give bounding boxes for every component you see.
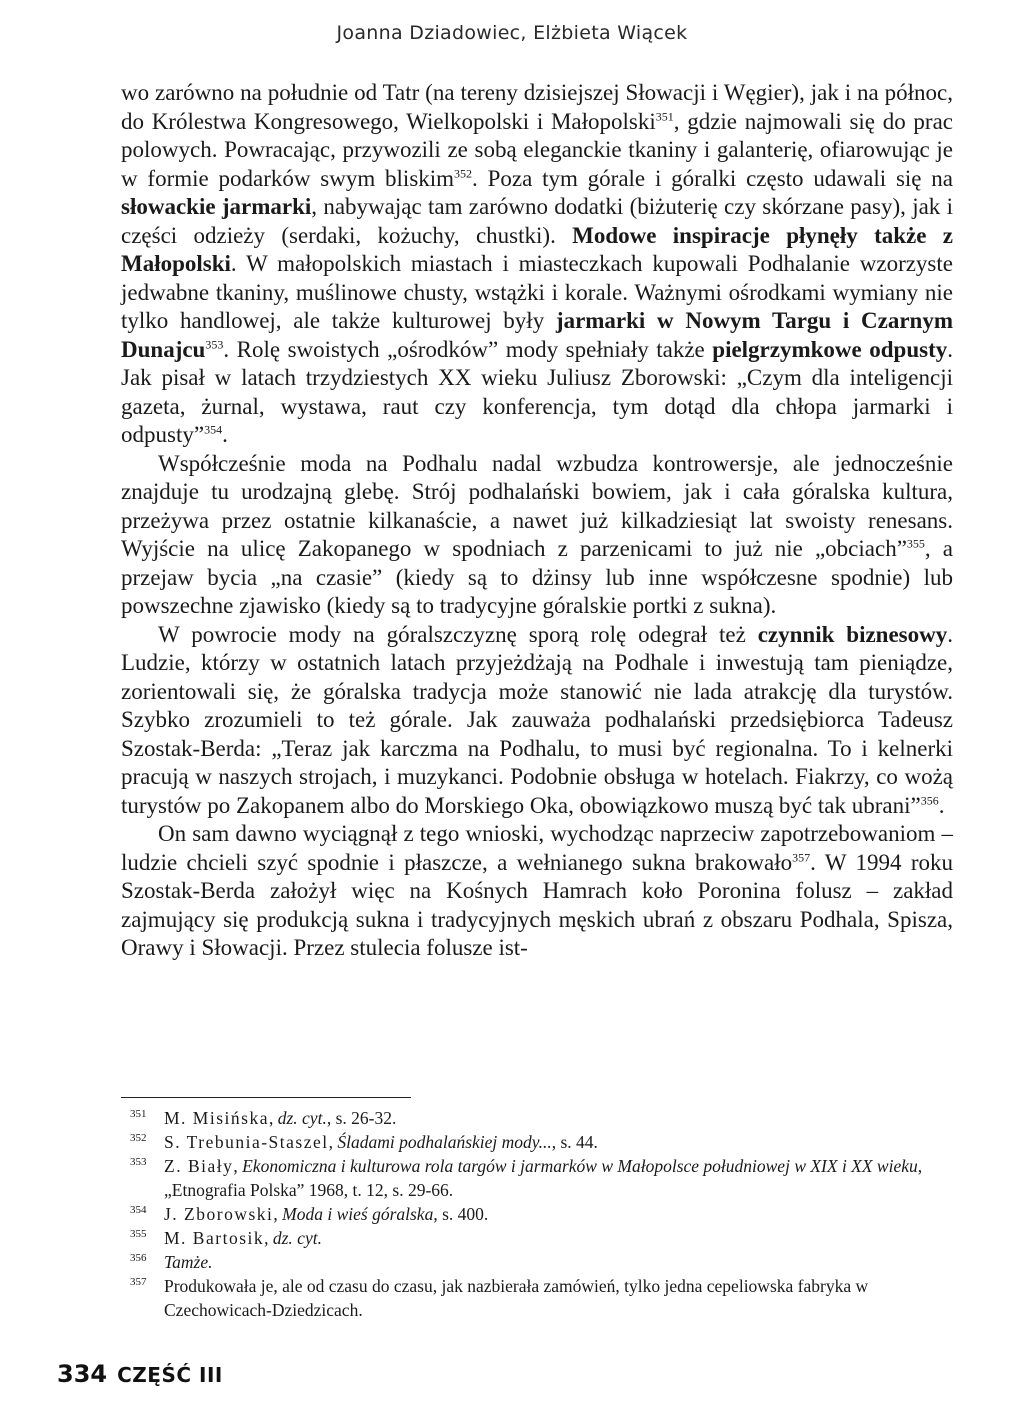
footnote-number: 356 — [130, 1252, 147, 1264]
text-run: . Poza tym górale i góralki często udawali się na — [472, 165, 953, 191]
text-run: . W 1994 roku Szostak-Berda założył więc na Kośnych Hamrach koło Poronina folusz – zakład zajmujący się produkcją sukna i tradycyjnych męskich ubrań z obszaru Podhala, Spisza, Orawy i Słowacji. Przez stulecia folusze ist- — [121, 849, 953, 960]
text-run: wo zarówno na południe od Tatr (na tereny dzisiejszej Słowacji i Węgier), jak i na północ, do Królestwa Kongresowego, Wielkopolski i Małopolski — [121, 80, 953, 134]
footnote-number: 353 — [130, 1156, 147, 1168]
text-run: , gdzie najmowali się do prac polowych. Powracając, przywozili ze sobą eleganckie tkaniny i galanterię, ofiarowując je w formie podarków swym bliskim — [121, 108, 953, 191]
footnote-number: 351 — [130, 1108, 147, 1120]
footnote-title: dz. cyt. — [277, 1108, 327, 1128]
footnote-title: Moda i wieś góralska — [282, 1204, 434, 1224]
paragraph-3 — [121, 621, 953, 821]
footnote-author: M. Bartosik — [164, 1228, 265, 1248]
footnote-rest: , „Etnografia Polska” 1968, t. 12, s. 29-66. — [164, 1156, 923, 1200]
text-run: , nabywając tam zarówno dodatki (biżuterię czy skórzane pasy), jak i części odzieży (serdaki, kożuchy, chustki). — [121, 194, 953, 248]
footnote-author: M. Misińska — [164, 1108, 269, 1128]
footnote-ref: 357 — [792, 849, 811, 864]
text-run: . Ludzie, którzy w ostatnich latach przyjeżdżają na Podhale i inwestują tam pieniądze, zorientowali się, że góralska tradycja może stanowić nie lada atrakcję dla turystów. Szybko zrozumieli to też górale. Jak zauważa podhalański przedsiębiorca Tadeusz Szostak-Berda: „Teraz jak karczma na Podhalu, to musi być regionalna. To i kelnerki pracują w naszych strojach, i muzykanci. Podobnie obsługa w hotelach. Fiakrzy, co wożą turystów po Zakopanem albo do Morskiego Oka, obowiązkowo muszą być tak ubrani” — [121, 621, 953, 818]
text-run: . — [222, 422, 228, 447]
footnote-ref: 351 — [655, 108, 674, 123]
paragraph-1 — [121, 79, 953, 450]
footnote-353: 353 Z. Biały, Ekonomiczna i kulturowa rola targów i jarmarków w Małopolsce południowej w XIX i XX wieku, „Etnografia Polska” 1968, t. 12, s. 29-66. — [130, 1156, 923, 1200]
paragraph-2 — [121, 450, 953, 621]
text-run: . W małopolskich miastach i miasteczkach kupowali Podhalanie wzorzyste jedwabne tkaniny, muślinowe chusty, wstążki i korale. Ważnymi ośrodkami wymiany nie tylko handlowej, ale także kulturowej były — [121, 251, 953, 333]
bold-phrase: jarmarki w Nowym Targu i Czarnym Dunajcu — [121, 308, 953, 362]
footnote-rest: , s. 44. — [551, 1132, 598, 1152]
footnote-351: 351 M. Misińska, dz. cyt., s. 26-32. — [130, 1108, 397, 1128]
footnote-separator — [121, 1097, 411, 1098]
footnote-ref: 356 — [920, 792, 939, 807]
footnotes — [121, 1106, 953, 1322]
footnote-number: 354 — [130, 1204, 147, 1216]
text-run: . Jak pisał w latach trzydziestych XX wieku Juliusz Zborowski: „Czym dla inteligencji gazeta, żurnal, wystawa, raut czy konferencja, tym dotąd dla chłopa jarmarki i odpusty” — [121, 336, 954, 447]
footnote-ref: 355 — [906, 536, 925, 551]
footnote-title: Tamże. — [164, 1252, 213, 1272]
footnote-354: 354 J. Zborowski, Moda i wieś góralska, s. 400. — [130, 1204, 489, 1224]
footnote-author: Z. Biały — [164, 1156, 234, 1176]
paragraph-4 — [121, 820, 953, 963]
page-number: 334 — [57, 1360, 108, 1388]
bold-phrase: pielgrzymkowe odpusty — [712, 336, 948, 362]
footnote-rest: , s. 26-32. — [326, 1108, 397, 1128]
text-run: On sam dawno wyciągnął z tego wnioski, wychodząc naprzeciw zapotrzebowaniom – ludzie chcieli szyć spodnie i płaszcze, a wełnianego sukna brakowało — [121, 821, 953, 875]
footnote-ref: 353 — [205, 336, 224, 351]
footnote-title: Ekonomiczna i kulturowa rola targów i jarmarków w Małopolsce południowej w XIX i XX wieku — [242, 1156, 918, 1176]
part-label: CZĘŚĆ III — [117, 1363, 223, 1387]
footnote-author: J. Zborowski — [164, 1204, 274, 1224]
footnote-355: 355 M. Bartosik, dz. cyt. — [130, 1228, 322, 1248]
text-run: Współcześnie moda na Podhalu nadal wzbudza kontrowersje, ale jednocześnie znajduje tu urodzajną glebę. Strój podhalański bowiem, jak i cała góralska kultura, przeżywa przez ostatnie kilkanaście, a nawet już kilkadziesiąt lat swoisty renesans. Wyjście na ulicę Zakopanego w spodniach z parzenicami to już nie „obciach” — [121, 450, 953, 561]
page-folio — [57, 1360, 223, 1388]
footnote-352: 352 S. Trebunia-Staszel, Śladami podhalańskiej mody..., s. 44. — [130, 1132, 598, 1152]
bold-phrase: czynnik biznesowy — [757, 621, 948, 647]
footnote-ref: 352 — [454, 165, 473, 180]
footnote-rest: Produkowała je, ale od czasu do czasu, jak nazbierała zamówień, tylko jedna cepeliowska fabryka w Czechowicach-Dziedzicach. — [164, 1276, 869, 1320]
footnote-ref: 354 — [204, 422, 223, 437]
text-run: . — [938, 792, 945, 818]
footnote-title: Śladami podhalańskiej mody... — [337, 1132, 552, 1152]
bold-phrase: Modowe inspiracje płynęły także z Małopolski — [121, 222, 953, 276]
footnote-number: 357 — [130, 1276, 147, 1288]
text-run: , a przejaw bycia „na czasie” (kiedy są to dżinsy lub inne współczesne spodnie) lub powszechne zjawisko (kiedy są to tradycyjne góralskie portki z sukna). — [121, 536, 953, 618]
footnote-author: S. Trebunia-Staszel — [164, 1132, 329, 1152]
footnote-number: 352 — [130, 1132, 147, 1144]
footnote-title: dz. cyt. — [272, 1228, 322, 1248]
text-run: W powrocie mody na góralszczyznę sporą rolę odegrał też — [158, 621, 758, 647]
footnote-rest: , s. 400. — [433, 1204, 489, 1224]
running-header: Joanna Dziadowiec, Elżbieta Wiącek — [336, 22, 688, 44]
footnote-357 — [121, 1274, 953, 1322]
footnote-number: 355 — [130, 1228, 147, 1240]
footnote-356 — [121, 1250, 953, 1274]
main-text — [121, 79, 953, 963]
bold-phrase: słowackie jarmarki — [121, 194, 312, 219]
text-run: . Rolę swoistych „ośrodków” mody spełniały także — [223, 336, 713, 362]
